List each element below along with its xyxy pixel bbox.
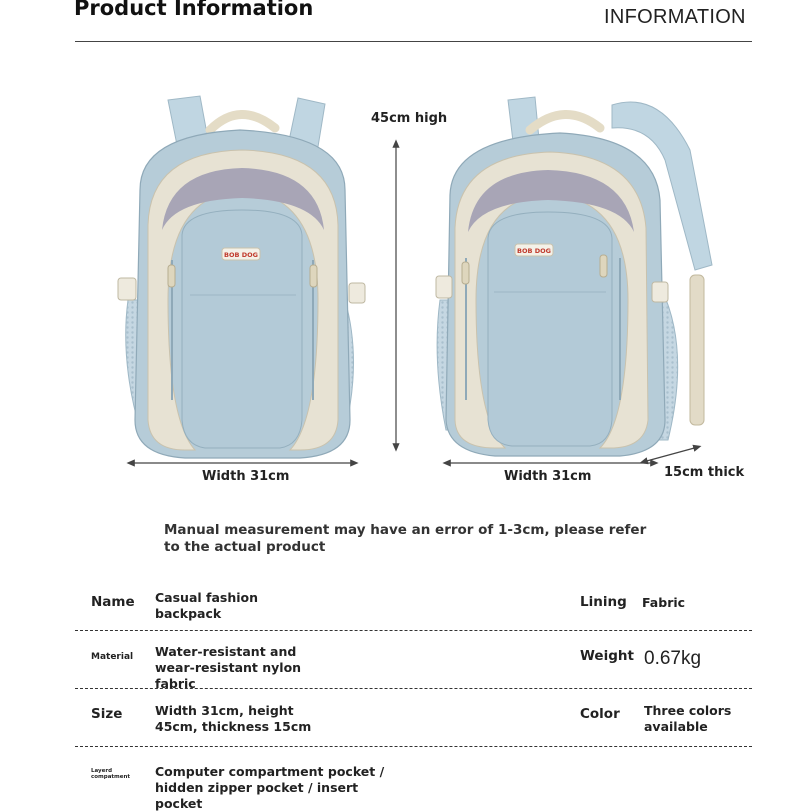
product-illustration xyxy=(0,80,800,500)
thickness-arrow xyxy=(643,447,698,462)
brand-tag-side: BOB DOG xyxy=(517,247,551,255)
backpack-front-view xyxy=(118,96,365,458)
height-label: 45cm high xyxy=(371,111,448,126)
spec-label-layered: Layerd compatment xyxy=(91,768,131,780)
spec-value-layered: Computer compartment pocket / hidden zipper pocket / insert pocket xyxy=(155,764,385,811)
measurement-note: Manual measurement may have an error of 1-3cm, please refer to the actual product xyxy=(164,522,647,555)
spec-label-material: Material xyxy=(91,652,134,662)
spec-label-weight: Weight xyxy=(580,648,634,664)
brand-tag-front: BOB DOG xyxy=(224,251,258,259)
table-divider xyxy=(75,630,752,631)
spec-value-color: Three colors available xyxy=(644,703,732,734)
backpack-side-view xyxy=(436,97,712,456)
page-title: Product Information xyxy=(74,0,314,20)
table-divider xyxy=(75,746,752,747)
spec-value-weight: 0.67kg xyxy=(644,648,702,669)
spec-value-name: Casual fashion backpack xyxy=(155,590,259,621)
spec-value-size: Width 31cm, height 45cm, thickness 15cm xyxy=(155,703,312,734)
spec-label-lining: Lining xyxy=(580,594,627,610)
header-divider xyxy=(75,41,752,42)
spec-value-material: Water-resistant and wear-resistant nylon fabric xyxy=(155,644,302,691)
spec-label-size: Size xyxy=(91,706,123,722)
page-subtitle: INFORMATION xyxy=(604,6,746,28)
spec-value-lining: Fabric xyxy=(642,595,686,610)
table-divider xyxy=(75,688,752,689)
width-label-side: Width 31cm xyxy=(504,469,592,484)
spec-label-name: Name xyxy=(91,594,135,610)
spec-label-color: Color xyxy=(580,706,620,722)
width-label-front: Width 31cm xyxy=(202,469,290,484)
thickness-label: 15cm thick xyxy=(664,465,745,480)
